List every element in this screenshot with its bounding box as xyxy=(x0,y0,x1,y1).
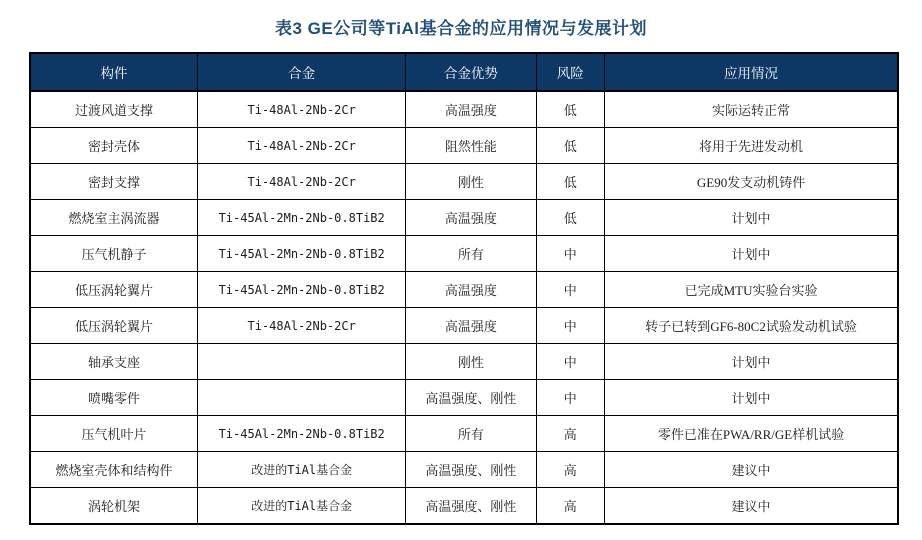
table-cell: 中 xyxy=(536,272,605,308)
table-cell: 计划中 xyxy=(605,236,898,272)
table-cell: 低 xyxy=(536,200,605,236)
table-row xyxy=(30,344,898,380)
table-cell: 低 xyxy=(536,91,605,128)
table-cell xyxy=(198,380,406,416)
page-title: 表3 GE公司等TiAl基合金的应用情况与发展计划 xyxy=(274,19,648,38)
table-row xyxy=(30,488,898,525)
table-body xyxy=(30,91,898,524)
table-row xyxy=(30,128,898,164)
column-header: 合金优势 xyxy=(406,53,536,91)
column-header: 应用情况 xyxy=(605,53,898,91)
table-cell: 高温强度、刚性 xyxy=(406,452,536,488)
table-cell: 中 xyxy=(536,380,605,416)
table-cell: Ti-45Al-2Mn-2Nb-0.8TiB2 xyxy=(198,272,406,308)
table-cell: 压气机静子 xyxy=(30,236,198,272)
table-cell: 高温强度 xyxy=(406,91,536,128)
table-cell: 燃烧室主涡流器 xyxy=(30,200,198,236)
table-cell: 改进的TiAl基合金 xyxy=(198,488,406,525)
table-cell: 阻然性能 xyxy=(406,128,536,164)
table-cell: 低 xyxy=(536,164,605,200)
table-cell: 密封支撑 xyxy=(30,164,198,200)
column-header: 构件 xyxy=(30,53,198,91)
table-cell: Ti-45Al-2Mn-2Nb-0.8TiB2 xyxy=(198,416,406,452)
table-cell: 过渡风道支撑 xyxy=(30,91,198,128)
table-cell: 转子已转到GF6-80C2试验发动机试验 xyxy=(605,308,898,344)
table-cell: 将用于先进发动机 xyxy=(605,128,898,164)
table-row xyxy=(30,452,898,488)
table-cell: Ti-45Al-2Mn-2Nb-0.8TiB2 xyxy=(198,236,406,272)
header-row xyxy=(30,53,898,91)
table-cell: 已完成MTU实验台实验 xyxy=(605,272,898,308)
table-cell: 高温强度 xyxy=(406,308,536,344)
table-cell: 密封壳体 xyxy=(30,128,198,164)
table-cell: 高 xyxy=(536,452,605,488)
column-header: 合金 xyxy=(198,53,406,91)
table-row xyxy=(30,91,898,128)
table-cell: 高温强度 xyxy=(406,200,536,236)
table-cell: 压气机叶片 xyxy=(30,416,198,452)
table-row xyxy=(30,236,898,272)
table-cell: Ti-48Al-2Nb-2Cr xyxy=(198,91,406,128)
table-cell: 低压涡轮翼片 xyxy=(30,308,198,344)
table-cell: 高温强度 xyxy=(406,272,536,308)
table-cell: 低 xyxy=(536,128,605,164)
column-header: 风险 xyxy=(536,53,605,91)
table-cell: 高 xyxy=(536,488,605,525)
table-cell: 建议中 xyxy=(605,452,898,488)
table-cell: 中 xyxy=(536,308,605,344)
table-cell: 所有 xyxy=(406,236,536,272)
table-cell: 刚性 xyxy=(406,164,536,200)
table-cell: 零件已准在PWA/RR/GE样机试验 xyxy=(605,416,898,452)
table-row xyxy=(30,272,898,308)
table-cell: Ti-45Al-2Mn-2Nb-0.8TiB2 xyxy=(198,200,406,236)
table-cell: 高 xyxy=(536,416,605,452)
table-row xyxy=(30,200,898,236)
table-cell: 中 xyxy=(536,236,605,272)
table-cell: 建议中 xyxy=(605,488,898,525)
table-row xyxy=(30,164,898,200)
table-cell: 高温强度、刚性 xyxy=(406,380,536,416)
table-cell: Ti-48Al-2Nb-2Cr xyxy=(198,128,406,164)
table-cell: Ti-48Al-2Nb-2Cr xyxy=(198,164,406,200)
table-cell: 中 xyxy=(536,344,605,380)
table-cell: 计划中 xyxy=(605,380,898,416)
table-cell: GE90发支动机铸件 xyxy=(605,164,898,200)
table-cell: 实际运转正常 xyxy=(605,91,898,128)
table-cell: 改进的TiAl基合金 xyxy=(198,452,406,488)
table-cell: 涡轮机架 xyxy=(30,488,198,525)
table-row xyxy=(30,380,898,416)
table-cell xyxy=(198,344,406,380)
table-cell: 高温强度、刚性 xyxy=(406,488,536,525)
table-cell: 轴承支座 xyxy=(30,344,198,380)
table-cell: 计划中 xyxy=(605,344,898,380)
tial-application-table xyxy=(29,52,899,525)
table-row xyxy=(30,308,898,344)
table-cell: 燃烧室壳体和结构件 xyxy=(30,452,198,488)
table-cell: Ti-48Al-2Nb-2Cr xyxy=(198,308,406,344)
table-cell: 刚性 xyxy=(406,344,536,380)
table-cell: 低压涡轮翼片 xyxy=(30,272,198,308)
table-row xyxy=(30,416,898,452)
table-cell: 计划中 xyxy=(605,200,898,236)
table-cell: 喷嘴零件 xyxy=(30,380,198,416)
table-cell: 所有 xyxy=(406,416,536,452)
